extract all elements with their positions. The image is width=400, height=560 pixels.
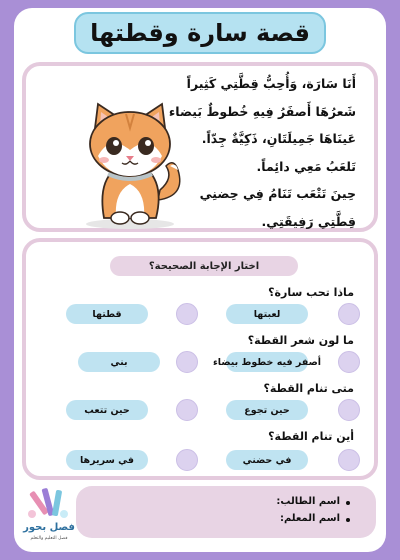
question-2: ما لون شعر القطة؟ bbox=[247, 334, 354, 347]
pencils-icon bbox=[18, 484, 78, 524]
story-line: أَنَا سَارَة، وَأُحِبُّ قِطَّتِي كَثِيراً bbox=[186, 76, 356, 91]
page-title: قصة سارة وقطتها bbox=[74, 12, 326, 54]
student-name-label: اسم الطالب: bbox=[276, 496, 340, 507]
answer-radio-q4-b[interactable] bbox=[176, 449, 198, 471]
answer-radio-q2-a[interactable] bbox=[338, 351, 360, 373]
question-3: متى تنام القطة؟ bbox=[263, 382, 354, 395]
answer-option-q3-b[interactable]: حين تتعب bbox=[66, 400, 148, 420]
logo-tagline: فصل التعليم والتعلم bbox=[30, 536, 68, 541]
answer-radio-q3-b[interactable] bbox=[176, 399, 198, 421]
story-line: حِينَ تَتْعَب تَنَامُ فِي حِضنِي bbox=[199, 186, 356, 201]
question-4: أين تنام القطة؟ bbox=[268, 430, 354, 443]
logo-name: فصل بحور bbox=[23, 522, 75, 533]
brand-logo bbox=[18, 484, 78, 546]
story-line: عَينَاهَا جَمِيلَتَانِ، ذَكِيَّةٌ جِدّاً. bbox=[201, 131, 356, 146]
question-1: ماذا تحب سارة؟ bbox=[268, 286, 354, 299]
answer-radio-q3-a[interactable] bbox=[338, 399, 360, 421]
answer-radio-q1-b[interactable] bbox=[338, 303, 360, 325]
answer-option-q4-a[interactable]: في حضني bbox=[226, 450, 308, 470]
footer-names-box bbox=[76, 486, 376, 538]
story-line: شَعرُهَا أَصفَرُ فِيهِ خُطوطٌ بَيضاء bbox=[168, 103, 356, 119]
story-line: تَلعَبُ مَعِي دائِماً. bbox=[256, 158, 356, 174]
answer-radio-q2-b[interactable] bbox=[176, 351, 198, 373]
answer-radio-q1-a[interactable] bbox=[176, 303, 198, 325]
answer-option-q3-a[interactable]: حين تجوع bbox=[226, 400, 308, 420]
answer-option-q1-b[interactable]: قطتها bbox=[66, 304, 148, 324]
instruction-label: اختار الإجابة الصحيحة؟ bbox=[110, 256, 298, 276]
story-line: قِطَّتِي رَفِيقَتِي. bbox=[261, 213, 356, 229]
teacher-name-label: اسم المعلم: bbox=[279, 513, 340, 524]
story-panel bbox=[22, 62, 378, 232]
answer-option-q1-a[interactable]: لعبتها bbox=[226, 304, 308, 324]
cat-illustration bbox=[70, 100, 190, 230]
answer-radio-q4-a[interactable] bbox=[338, 449, 360, 471]
quiz-panel bbox=[22, 238, 378, 480]
answer-option-q2-a[interactable]: أصفر فيه خطوط بيضاء bbox=[226, 352, 308, 372]
answer-option-q4-b[interactable]: في سريرها bbox=[66, 450, 148, 470]
answer-option-q2-b[interactable]: بني bbox=[78, 352, 160, 372]
